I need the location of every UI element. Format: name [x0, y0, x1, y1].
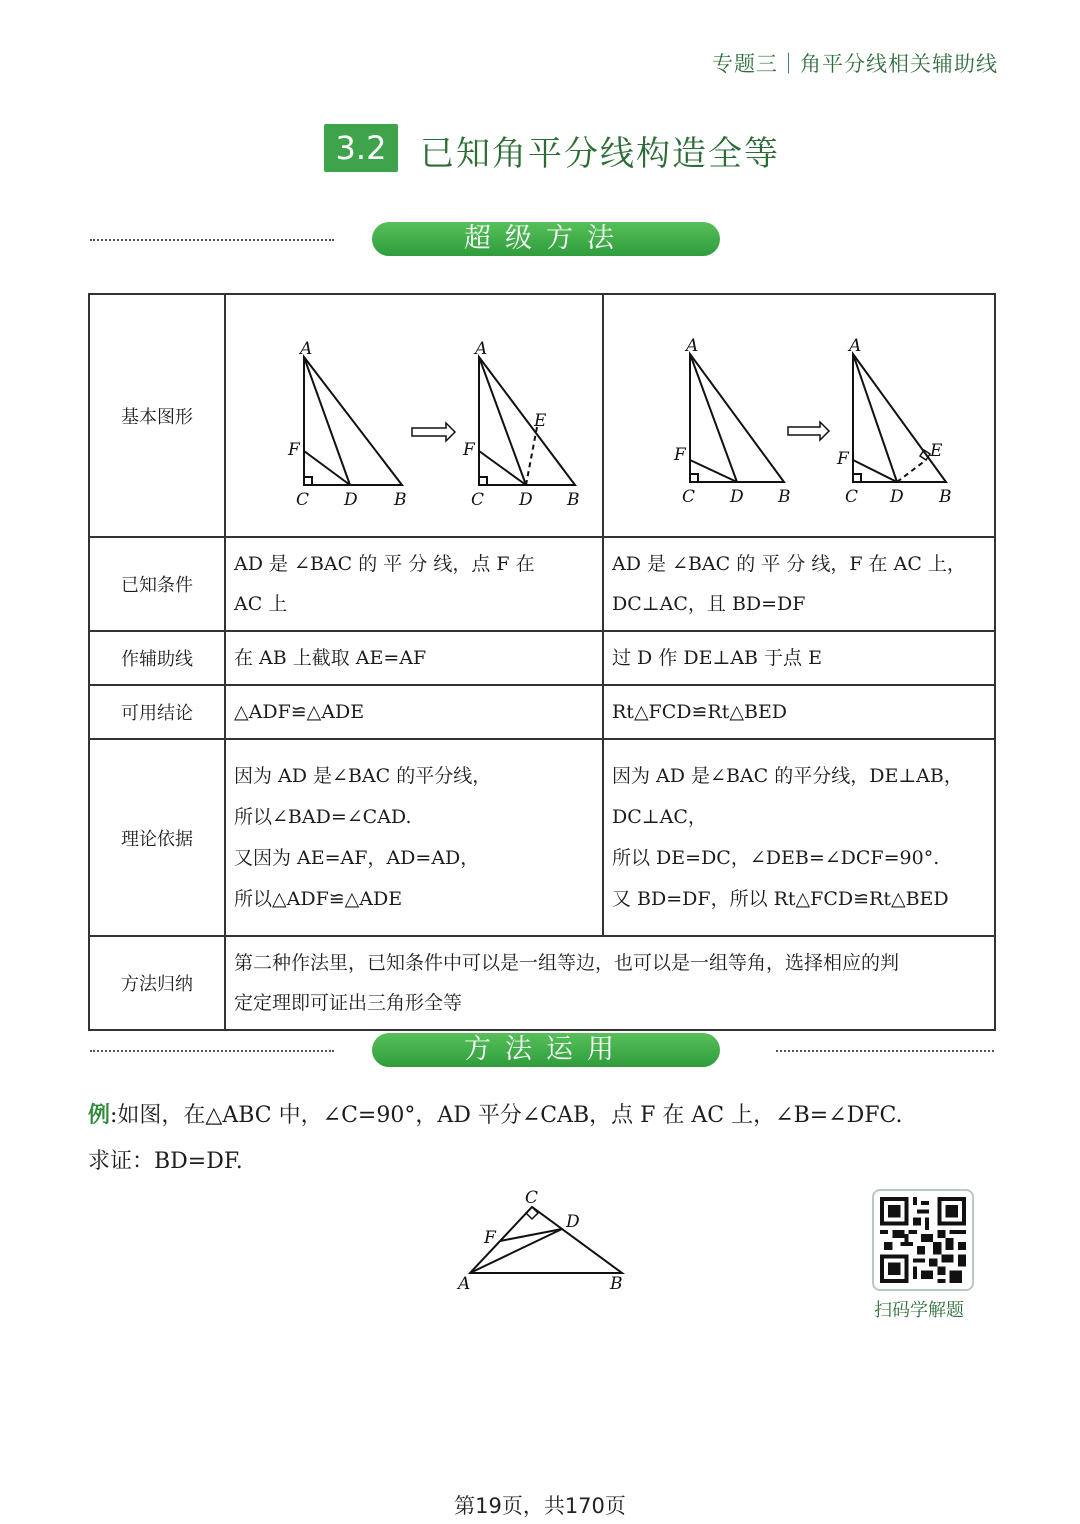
example-figure [450, 1185, 640, 1295]
banner-super-method: 超级方法 [372, 222, 720, 256]
text-line: AD 是 ∠BAC 的 平 分 线，F 在 AC 上， [612, 553, 966, 575]
text-line: AD 是 ∠BAC 的 平 分 线，点 F 在 [234, 553, 535, 575]
example-label: 例 [88, 1102, 111, 1128]
text-line: 所以∠BAD=∠CAD. [234, 805, 412, 828]
text-line: 又因为 AE=AF，AD=AD， [234, 846, 480, 869]
text-line: 过 D 作 DE⊥AB 于点 E [612, 647, 822, 669]
row-theory [89, 739, 995, 936]
point-B: B [778, 486, 791, 507]
figure-left [234, 302, 594, 530]
section-title: 已知角平分线构造全等 [420, 134, 780, 174]
label-summary: 方法归纳 [89, 936, 225, 1030]
aux-right [603, 631, 995, 685]
example-problem [88, 1092, 998, 1185]
conclusion-right [603, 685, 995, 739]
point-F: F [674, 444, 686, 465]
method-table [88, 293, 996, 1031]
point-D: D [566, 1212, 580, 1232]
example-statement: :如图，在△ABC 中，∠C=90°，AD 平分∠CAB，点 F 在 AC 上，∠B=∠DFC. [110, 1103, 903, 1128]
dotted-divider [776, 1050, 994, 1052]
figure-cell-right [603, 294, 995, 537]
point-B: B [939, 486, 952, 507]
text-line: 第二种作法里，已知条件中可以是一组等边，也可以是一组等角，选择相应的判 [234, 952, 900, 974]
point-C: C [845, 486, 859, 507]
theory-left [225, 739, 603, 936]
label-conclusion: 可用结论 [89, 685, 225, 739]
point-D: D [730, 486, 744, 507]
point-C: C [296, 489, 310, 510]
text-line: DC⊥AC， [612, 805, 707, 828]
page-footer: 第19页，共170页 [454, 1494, 626, 1518]
point-B: B [610, 1274, 623, 1294]
aux-left [225, 631, 603, 685]
text-line: 因为 AD 是∠BAC 的平分线， [234, 764, 492, 787]
theory-right [603, 739, 995, 936]
point-C: C [525, 1188, 539, 1208]
point-F: F [288, 439, 300, 460]
text-line: DC⊥AC，且 BD=DF [612, 593, 806, 615]
point-C: C [682, 486, 696, 507]
point-F: F [484, 1228, 496, 1248]
row-basic-figure [89, 294, 995, 537]
row-conclusion [89, 685, 995, 739]
example-prove: 求证：BD=DF. [88, 1149, 243, 1174]
text-line: 定定理即可证出三角形全等 [234, 992, 463, 1014]
dotted-divider [90, 239, 334, 241]
conclusion-left [225, 685, 603, 739]
chapter-header: 专题三｜角平分线相关辅助线 [712, 52, 998, 76]
label-theory: 理论依据 [89, 739, 225, 936]
section-number: 3.2 [324, 124, 398, 172]
point-A: A [475, 338, 488, 359]
label-aux-line: 作辅助线 [89, 631, 225, 685]
text-line: Rt△FCD≌Rt△BED [612, 701, 788, 723]
point-A: A [686, 335, 699, 356]
dotted-divider [90, 1050, 334, 1052]
text-line: 所以 DE=DC，∠DEB=∠DCF=90°. [612, 846, 940, 869]
text-line: 在 AB 上截取 AE=AF [234, 647, 427, 669]
figure-cell-left [225, 294, 603, 537]
point-A: A [300, 338, 313, 359]
text-line: AC 上 [234, 593, 288, 615]
text-line: 因为 AD 是∠BAC 的平分线，DE⊥AB， [612, 764, 963, 787]
row-summary [89, 936, 995, 1030]
known-left [225, 537, 603, 631]
banner-method-application: 方法运用 [372, 1033, 720, 1067]
point-B: B [567, 489, 580, 510]
point-E: E [930, 440, 943, 461]
qr-caption: 扫码学解题 [874, 1300, 964, 1321]
point-D: D [519, 489, 533, 510]
figure-right [612, 302, 986, 530]
point-D: D [344, 489, 358, 510]
known-right [603, 537, 995, 631]
point-E: E [534, 410, 547, 431]
point-A: A [458, 1274, 471, 1294]
label-known-conditions: 已知条件 [89, 537, 225, 631]
row-known-conditions [89, 537, 995, 631]
point-A: A [849, 335, 862, 356]
point-B: B [394, 489, 407, 510]
text-line: △ADF≌△ADE [234, 701, 365, 723]
text-line: 又 BD=DF，所以 Rt△FCD≌Rt△BED [612, 887, 949, 910]
point-D: D [890, 486, 904, 507]
summary-cell [225, 936, 995, 1030]
point-C: C [471, 489, 485, 510]
qr-code[interactable] [872, 1189, 974, 1291]
text-line: 所以△ADF≌△ADE [234, 887, 403, 910]
point-F: F [463, 439, 475, 460]
qr-code-icon [880, 1197, 966, 1283]
label-basic-figure: 基本图形 [89, 294, 225, 537]
row-aux-line [89, 631, 995, 685]
point-F: F [837, 448, 849, 469]
